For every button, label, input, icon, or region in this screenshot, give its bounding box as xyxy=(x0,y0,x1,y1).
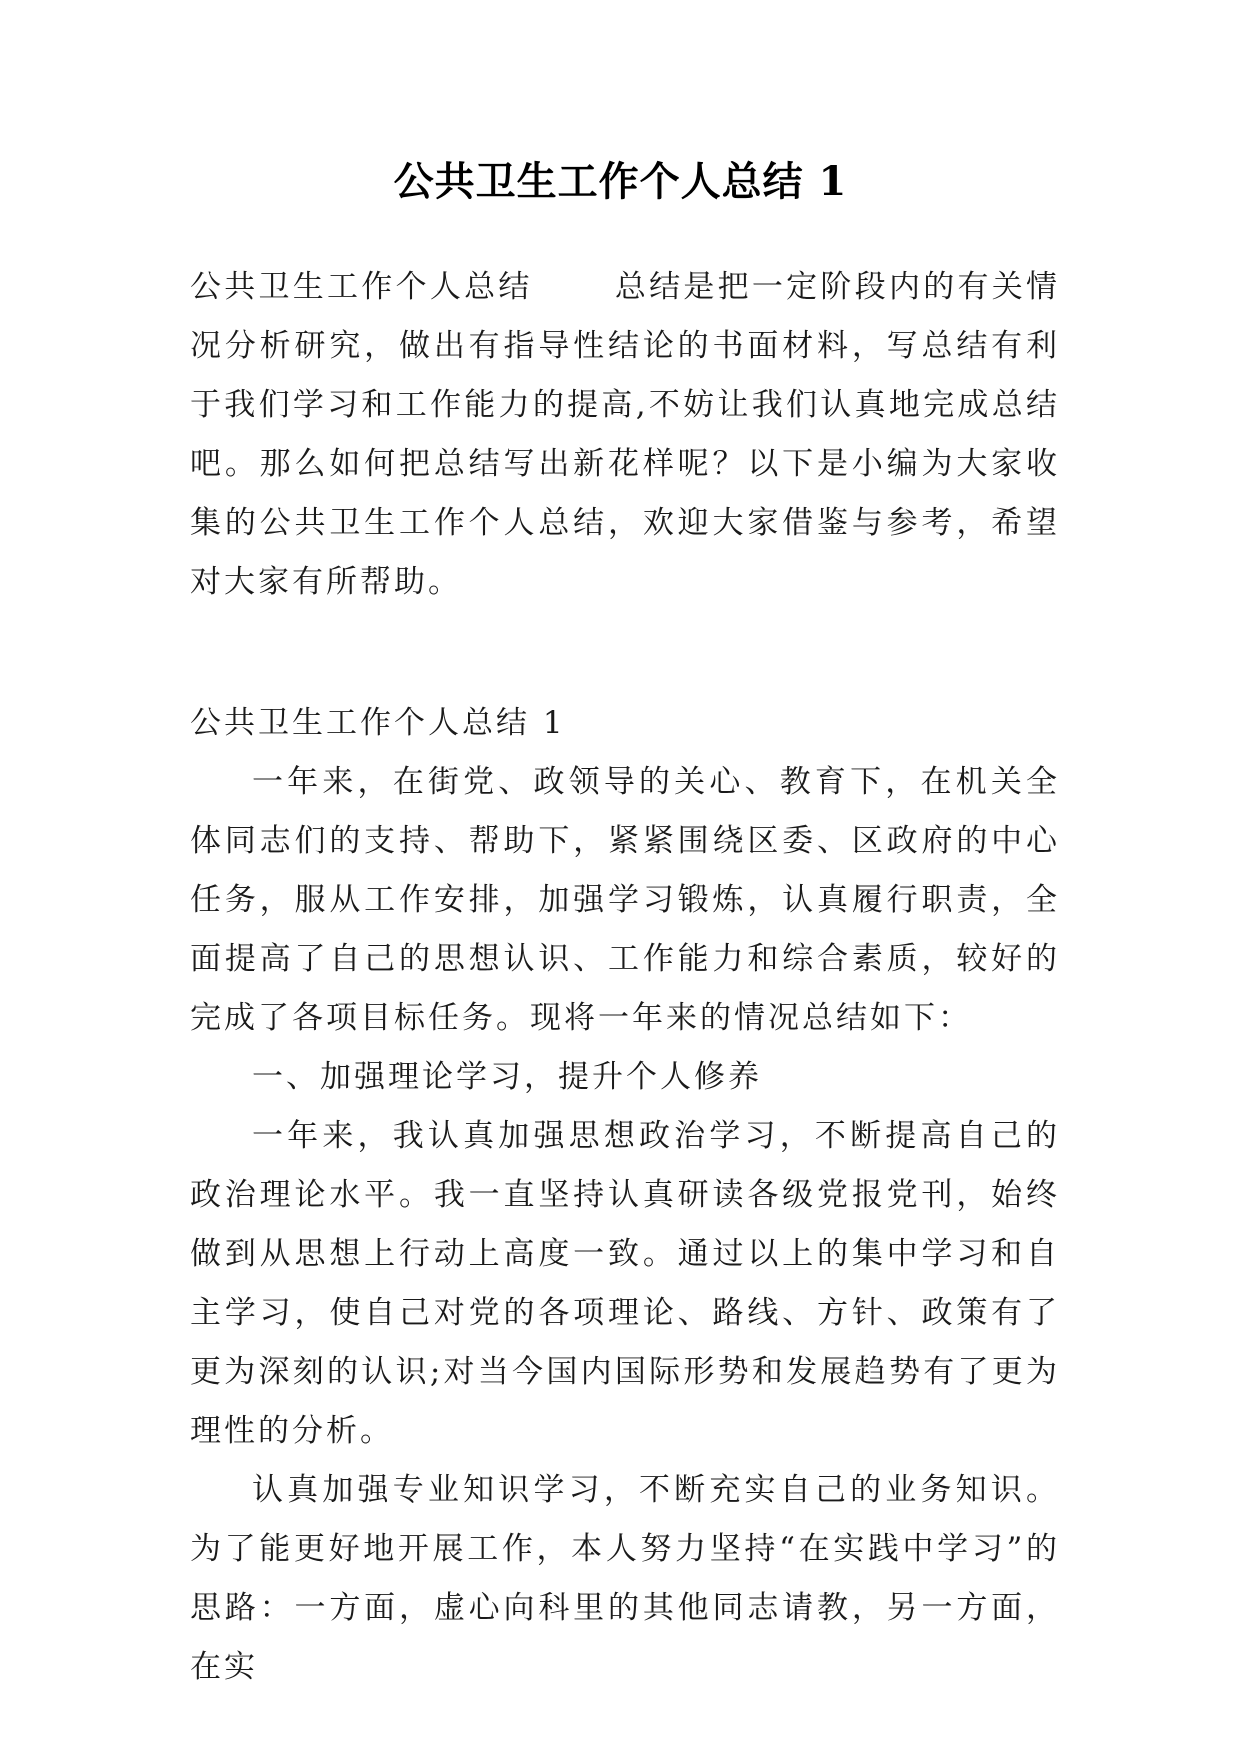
intro-lead: 公共卫生工作个人总结 xyxy=(190,269,533,305)
paragraph: 认真加强专业知识学习，不断充实自己的业务知识。为了能更好地开展工作，本人努力坚持“在实践中学习”的思路：一方面，虚心向科里的其他同志请教，另一方面，在实 xyxy=(190,1472,1060,1685)
intro-paragraph xyxy=(190,258,1060,612)
paragraph: 一年来，我认真加强思想政治学习，不断提高自己的政治理论水平。我一直坚持认真研读各级党报党刊，始终做到从思想上行动上高度一致。通过以上的集中学习和自主学习，使自己对党的各项理论、路线、方针、政策有了更为深刻的认识;对当今国内国际形势和发展趋势有了更为理性的分析。 xyxy=(190,1118,1060,1449)
body-paragraphs xyxy=(190,753,1060,1697)
paragraph: 一年来，在街党、政领导的关心、教育下，在机关全体同志们的支持、帮助下，紧紧围绕区委、区政府的中心任务，服从工作安排，加强学习锻炼，认真履行职责，全面提高了自己的思想认识、工作能力和综合素质，较好的完成了各项目标任务。现将一年来的情况总结如下： xyxy=(190,764,1060,1036)
intro-text: 总结是把一定阶段内的有关情况分析研究，做出有指导性结论的书面材料，写总结有利于我们学习和工作能力的提高,不妨让我们认真地完成总结吧。那么如何把总结写出新花样呢？以下是小编为大家收集的公共卫生工作个人总结，欢迎大家借鉴与参考，希望对大家有所帮助。 xyxy=(190,269,1060,600)
document-title: 公共卫生工作个人总结 1 xyxy=(393,158,848,205)
section-heading: 一、加强理论学习，提升个人修养 xyxy=(252,1059,762,1095)
section-title: 公共卫生工作个人总结 1 xyxy=(190,705,566,741)
